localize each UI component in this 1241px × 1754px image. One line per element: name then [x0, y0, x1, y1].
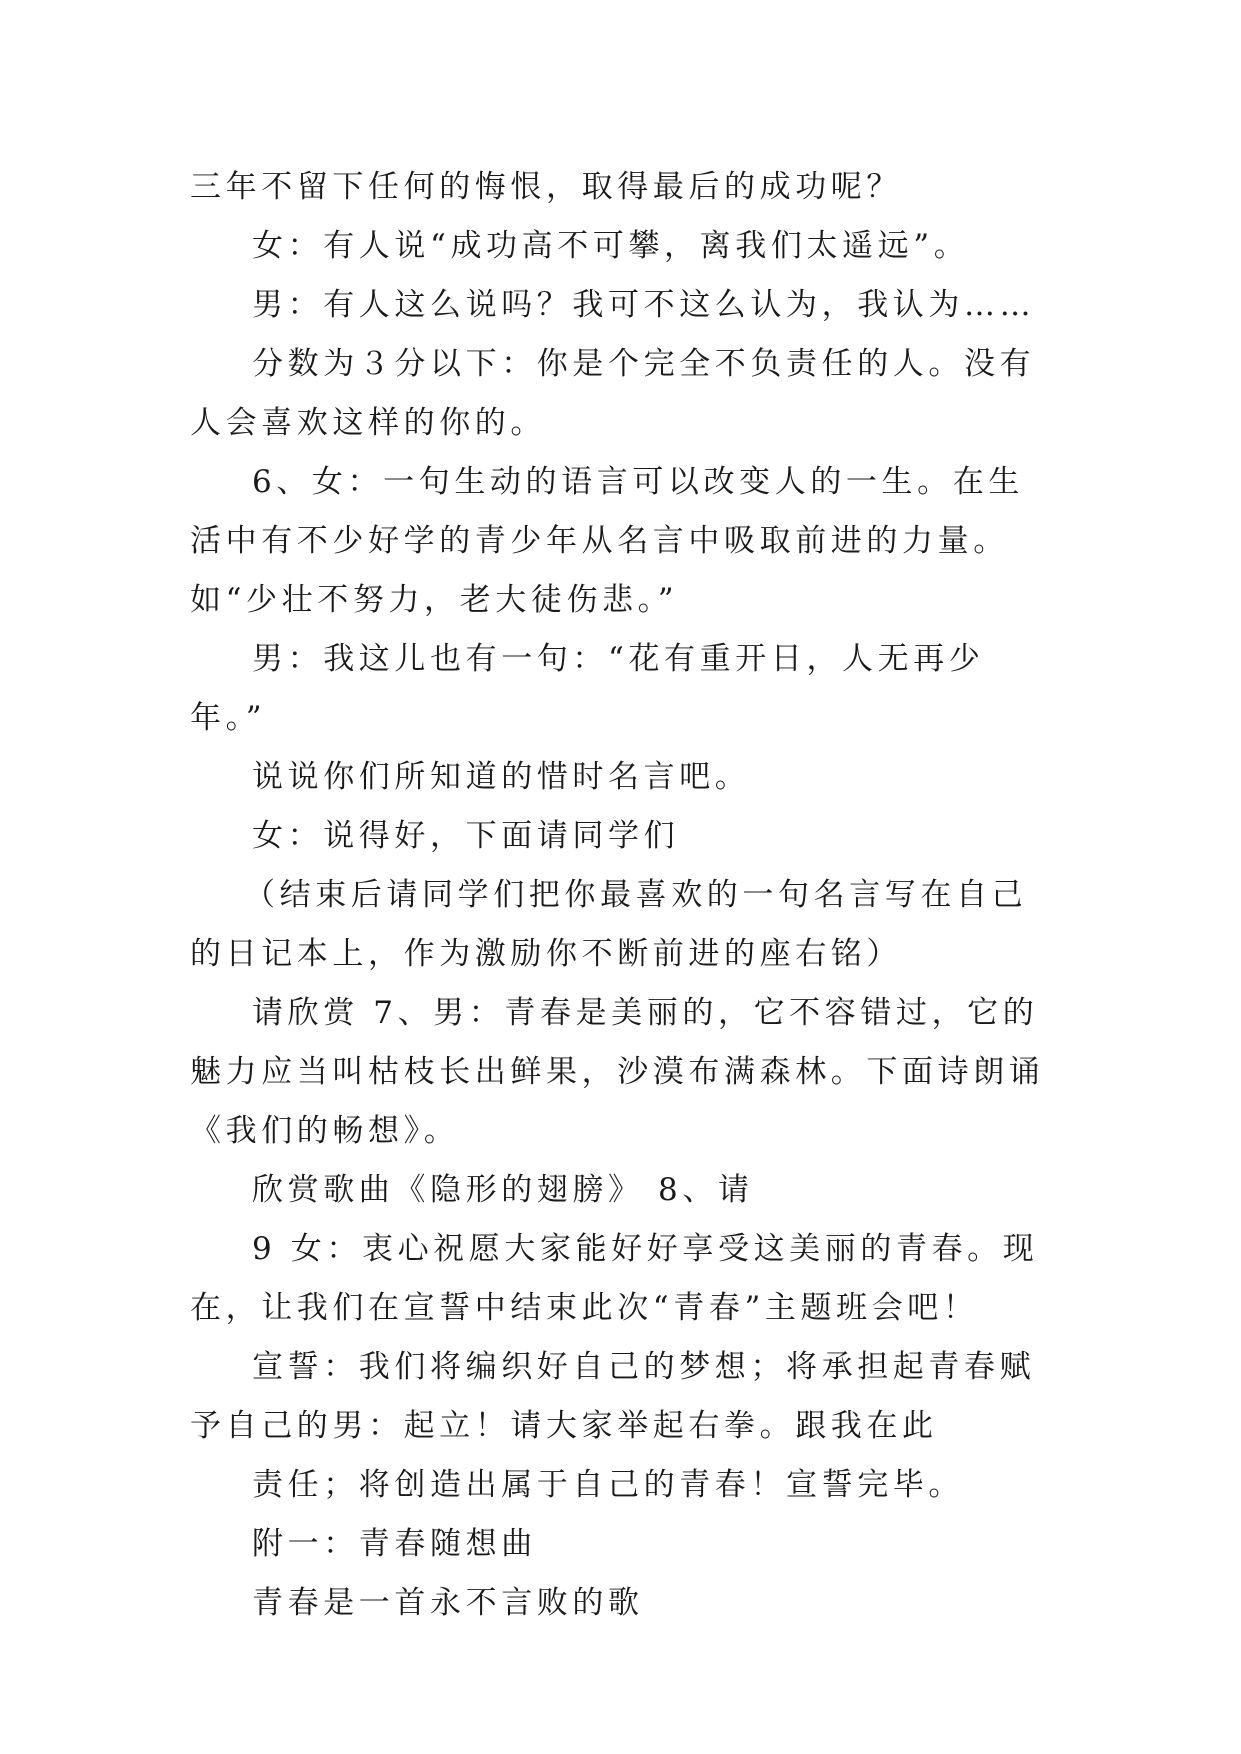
paragraph-1: 三年不留下任何的悔恨，取得最后的成功呢？ — [190, 169, 902, 205]
paragraph-14: 责任；将创造出属于自己的青春！宣誓完毕。 — [252, 1467, 964, 1503]
paragraph-16: 青春是一首永不言败的歌 — [252, 1585, 644, 1621]
paragraph-3: 男：有人这么说吗？我可不这么认为，我认为…… — [252, 287, 1036, 323]
paragraph-13: 宣誓：我们将编织好自己的梦想；将承担起青春赋予自己的男：起立！请大家举起右拳。跟我在此 — [190, 1349, 1036, 1444]
paragraph-9: （结束后请同学们把你最喜欢的一句名言写在自己的日记本上，作为激励你不断前进的座右铭） — [190, 877, 1028, 972]
paragraph-4: 分数为３分以下：你是个完全不负责任的人。没有人会喜欢这样的你的。 — [190, 346, 1036, 441]
paragraph-12: 9 女：衷心祝愿大家能好好享受这美丽的青春。现在，让我们在宣誓中结束此次“青春”主题班会吧！ — [190, 1231, 1039, 1326]
document-body — [190, 158, 1058, 1633]
paragraph-5: 6、女：一句生动的语言可以改变人的一生。在生活中有不少好学的青少年从名言中吸取前进的力量。如“少壮不努力，老大徒伤悲。” — [190, 464, 1024, 618]
paragraph-6: 男：我这儿也有一句：“花有重开日，人无再少年。” — [190, 641, 985, 736]
paragraph-7: 说说你们所知道的惜时名言吧。 — [252, 759, 751, 795]
paragraph-11: 欣赏歌曲《隐形的翅膀》 8、请 — [252, 1172, 754, 1208]
paragraph-8: 女：说得好，下面请同学们 — [252, 818, 680, 854]
paragraph-15: 附一：青春随想曲 — [252, 1526, 537, 1562]
paragraph-2: 女：有人说“成功高不可攀，离我们太遥远”。 — [252, 228, 970, 264]
paragraph-10: 请欣赏 7、男：青春是美丽的，它不容错过，它的魅力应当叫枯枝长出鲜果，沙漠布满森林。下面诗朗诵《我们的畅想》。 — [190, 995, 1045, 1149]
